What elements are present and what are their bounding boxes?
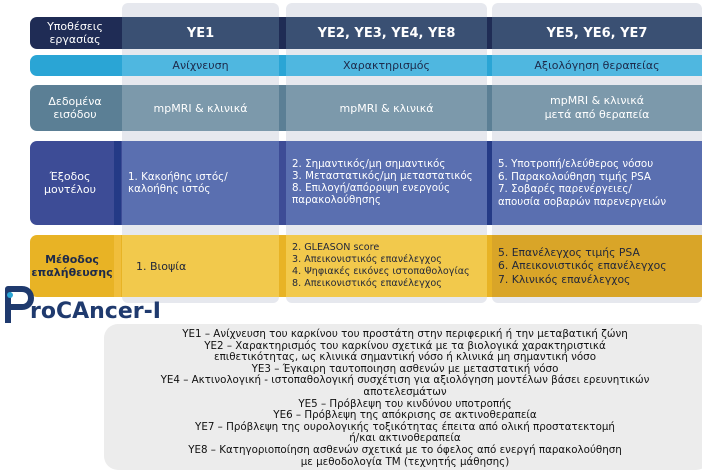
output-col-2: 2. Σημαντικός/μη σημαντικός 3. Μεταστατικός/μη μεταστατικός 8. Επιλογή/απόρριψη ενεργούς παρακολούθησης bbox=[286, 141, 487, 225]
output-col-3: 5. Υποτροπή/ελεύθερος νόσου 6. Παρακολούθηση τιμής PSA 7. Σοβαρές παρενέργειες/ απουσία σοβαρών παρενεργειών bbox=[492, 141, 702, 225]
procancer-logo bbox=[0, 281, 170, 325]
row-hypotheses bbox=[30, 17, 702, 49]
legend-line: YE5 – Πρόβλεψη του κινδύνου υποτροπής bbox=[298, 397, 512, 410]
row-label-verification-method: Μέθοδος επαλήθευσης bbox=[31, 253, 113, 279]
legend-line: YE3 – Έγκαιρη ταυτοποιηση ασθενών με μεταστατική νόσο bbox=[251, 362, 559, 375]
verif-col-2: 2. GLEASON score 3. Απεικονιστικός επανέλεγχος 4. Ψηφιακές εικόνες ιστοπαθολογίας 8. Απεικονιστικός επανέλεγχος bbox=[286, 235, 487, 297]
legend-line: YE4 – Ακτινολογική - ιστοπαθολογική συσχέτιση για αξιολόγηση μοντέλων βάσει ερευνητικών bbox=[160, 374, 650, 387]
stage-col-3: Αξιολόγηση θεραπείας bbox=[492, 55, 702, 76]
row-model-output bbox=[30, 141, 702, 225]
logo-dot bbox=[7, 292, 13, 298]
output-col-1: 1. Κακοήθης ιστός/ καλοήθης ιστός bbox=[122, 141, 279, 225]
legend-line: με μεθοδολογία TM (τεχνητής μάθησης) bbox=[300, 455, 510, 468]
row-label-model-output: Έξοδος μοντέλου bbox=[43, 170, 97, 196]
legend-line: YE1 – Ανίχνευση του καρκίνου του προστάτη στην περιφερική ή την μεταβατική ζώνη bbox=[182, 328, 628, 340]
verif-col-1: 1. Βιοψία bbox=[122, 235, 279, 297]
output-bar-1 bbox=[114, 141, 121, 225]
row-label-hypotheses: Υποθέσεις εργασίας bbox=[47, 20, 103, 46]
legend-line: ή/και ακτινοθεραπεία bbox=[349, 432, 461, 445]
header-col-3: YE5, YE6, YE7 bbox=[492, 17, 702, 49]
legend bbox=[122, 329, 688, 468]
header-col-1: YE1 bbox=[122, 17, 279, 49]
legend-line: YE6 – Πρόβλεψη της απόκρισης σε ακτινοθεραπεία bbox=[273, 409, 537, 422]
input-col-3: mpMRI & κλινικά μετά από θεραπεία bbox=[492, 85, 702, 131]
legend-line: YE7 – Πρόβλεψη της ουρολογικής τοξικότητας έπειτα από ολική προστατεκτομή bbox=[195, 420, 615, 433]
legend-line: αποτελεσμάτων bbox=[363, 385, 447, 398]
stage-col-1: Ανίχνευση bbox=[122, 55, 279, 76]
procancer-logo-icon bbox=[0, 281, 170, 325]
header-col-2: YE2, YE3, YE4, YE8 bbox=[286, 17, 487, 49]
input-col-2: mpMRI & κλινικά bbox=[286, 85, 487, 131]
row-input-data bbox=[30, 85, 702, 131]
legend-line: YE2 – Χαρακτηρισμός του καρκίνου σχετικά με τα βιολογικά χαρακτηριστικά bbox=[204, 339, 606, 352]
verif-col-3: 5. Επανέλεγχος τιμής PSA 6. Απεικονιστικός επανέλεγχος 7. Κλινικός επανέλεγχος bbox=[492, 235, 702, 297]
legend-line: επιθετικότητας, ως κλινικά σημαντική νόσο ή κλινικά μη σημαντική νόσο bbox=[214, 351, 596, 364]
logo-text: roCAncer-I bbox=[30, 299, 161, 324]
row-label-input-data: Δεδομένα εισόδου bbox=[48, 95, 102, 121]
legend-line: YE8 – Κατηγοριοποίηση ασθενών σχετικά με το όφελος από ενεργή παρακολούθηση bbox=[188, 443, 622, 456]
stage-col-2: Χαρακτηρισμός bbox=[286, 55, 487, 76]
row-stage bbox=[30, 55, 702, 76]
input-col-1: mpMRI & κλινικά bbox=[122, 85, 279, 131]
